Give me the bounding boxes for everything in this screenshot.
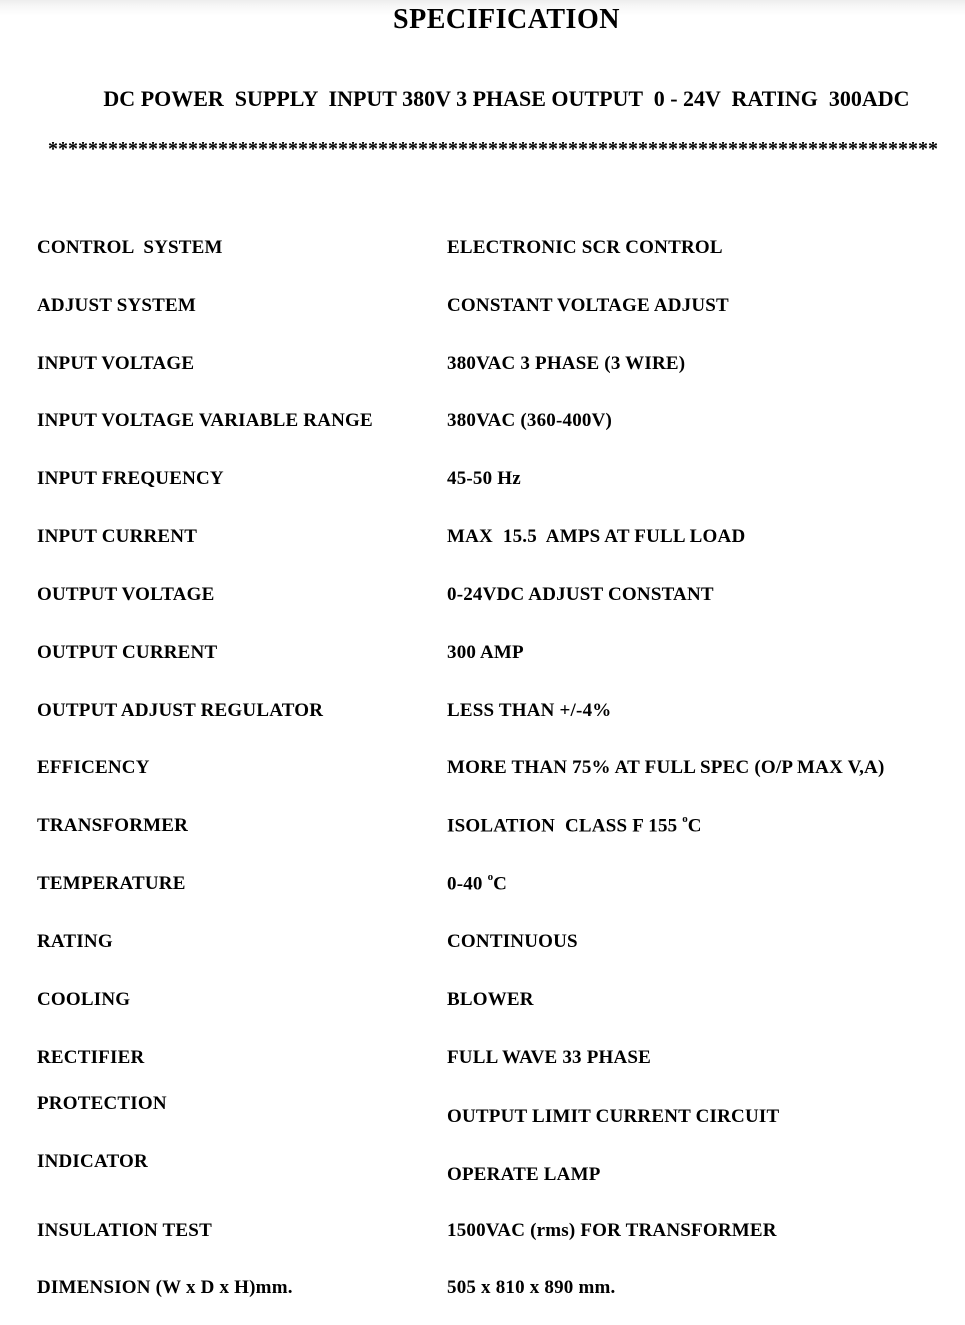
spec-value: MORE THAN 75% AT FULL SPEC (O/P MAX V,A) [447,757,885,778]
spec-value: 300 AMP [447,642,524,663]
spec-row-output-adjust-regulator [0,700,965,726]
spec-value [447,873,507,896]
spec-value: 380VAC 3 PHASE (3 WIRE) [447,353,686,374]
page-title: SPECIFICATION [393,4,620,35]
spec-row-input-current [0,526,965,552]
spec-row-input-voltage [0,353,965,379]
degree-symbol: o [487,871,494,883]
degree-symbol: o [682,813,688,825]
spec-label: EFFICENCY [37,757,150,778]
spec-label: DIMENSION (W x D x H)mm. [37,1277,293,1298]
spec-row-rectifier [0,1047,965,1073]
spec-row-input-frequency [0,468,965,494]
spec-value: 505 x 810 x 890 mm. [447,1277,616,1298]
spec-row-protection [0,1093,965,1127]
spec-value: CONTINUOUS [447,931,578,952]
spec-value: BLOWER [447,989,534,1010]
spec-row-adjust-system [0,295,965,321]
spec-label: INPUT CURRENT [37,526,198,547]
spec-label: OUTPUT ADJUST REGULATOR [37,700,324,721]
spec-label: TEMPERATURE [37,873,186,894]
spec-row-control-system [0,237,965,263]
spec-value-text: 0-40 [447,873,488,895]
spec-label: RECTIFIER [37,1047,145,1068]
asterisk-divider: ***************************************************************************************** [48,138,938,160]
spec-value-unit: C [493,873,507,895]
spec-row-output-current [0,642,965,668]
spec-row-temperature [0,873,965,899]
spec-value [447,815,702,838]
spec-label: INPUT VOLTAGE VARIABLE RANGE [37,410,373,431]
spec-label: INSULATION TEST [37,1220,212,1241]
spec-value: ELECTRONIC SCR CONTROL [447,237,723,258]
spec-value: 1500VAC (rms) FOR TRANSFORMER [447,1220,777,1241]
spec-label: OUTPUT CURRENT [37,642,218,663]
spec-value: 0-24VDC ADJUST CONSTANT [447,584,714,605]
spec-row-output-voltage [0,584,965,610]
spec-label: INPUT VOLTAGE [37,353,195,374]
spec-label: TRANSFORMER [37,815,189,836]
spec-value: 45-50 Hz [447,468,521,489]
spec-label: RATING [37,931,113,952]
spec-label: ADJUST SYSTEM [37,295,197,316]
spec-value: 380VAC (360-400V) [447,410,613,431]
spec-value: CONSTANT VOLTAGE ADJUST [447,295,729,316]
spec-row-efficency [0,757,965,783]
spec-row-dimension [0,1277,965,1303]
spec-row-rating [0,931,965,957]
spec-value: OUTPUT LIMIT CURRENT CIRCUIT [447,1106,780,1127]
document-subtitle: DC POWER SUPPLY INPUT 380V 3 PHASE OUTPUT 0 - 24V RATING 300ADC [103,86,910,111]
spec-row-input-voltage-range [0,410,965,436]
spec-value: FULL WAVE 33 PHASE [447,1047,652,1068]
spec-label: COOLING [37,989,131,1010]
spec-row-indicator [0,1151,965,1185]
spec-value: LESS THAN +/-4% [447,700,612,721]
spec-value: MAX 15.5 AMPS AT FULL LOAD [447,526,746,547]
spec-value: OPERATE LAMP [447,1164,601,1185]
spec-label: PROTECTION [37,1093,167,1114]
spec-row-insulation-test [0,1220,965,1246]
spec-value-unit: C [687,815,702,837]
spec-label: INDICATOR [37,1151,148,1172]
spec-row-cooling [0,989,965,1015]
spec-label: INPUT FREQUENCY [37,468,224,489]
spec-row-transformer [0,815,965,841]
spec-value-text: ISOLATION CLASS F 155 [447,815,683,837]
spec-label: OUTPUT VOLTAGE [37,584,215,605]
spec-label: CONTROL SYSTEM [37,237,223,258]
